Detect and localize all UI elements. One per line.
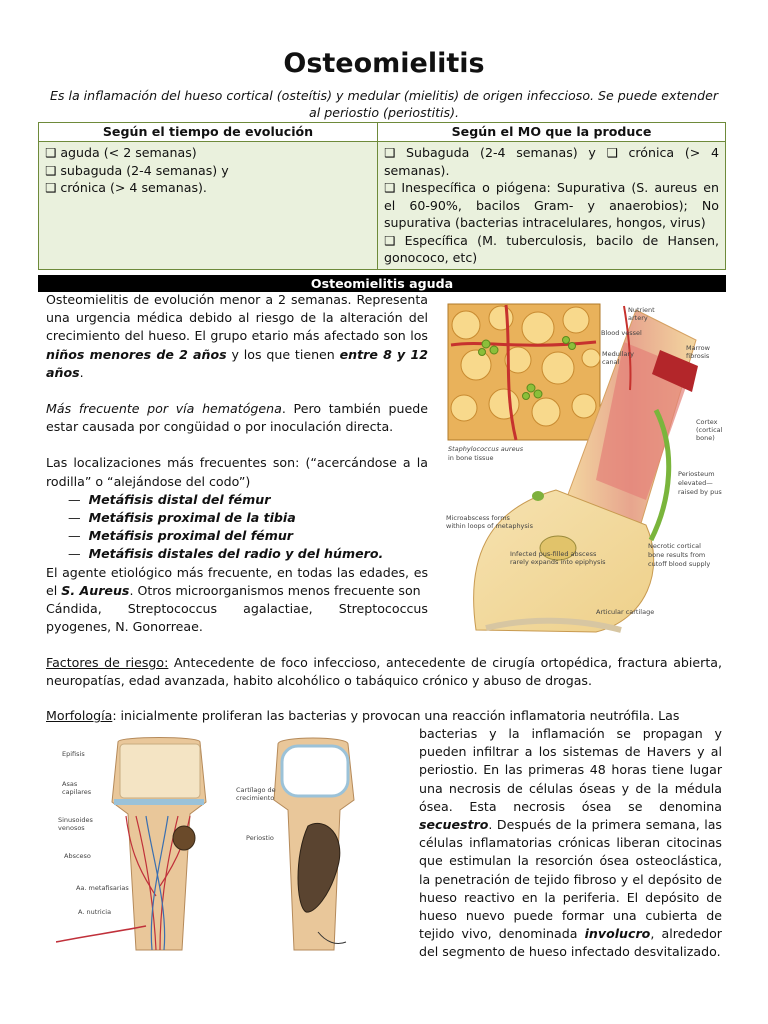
list-item: — Metáfisis distal del fémur <box>68 491 271 507</box>
svg-text:in bone tissue: in bone tissue <box>448 454 494 462</box>
svg-text:cutoff blood supply: cutoff blood supply <box>648 560 711 568</box>
svg-text:bone results from: bone results from <box>648 551 706 559</box>
evolution-cell <box>39 142 378 270</box>
acute-paragraph-1: Osteomielitis de evolución menor a 2 semanas. Representa una urgencia médica debido al riesgo de la alteración del crecimiento del hueso. El grupo etario más afectado son los niños menores de 2 años y los que tienen entre 8 y 12 años. <box>46 292 428 380</box>
svg-text:elevated—: elevated— <box>678 479 713 487</box>
svg-text:capilares: capilares <box>62 788 92 796</box>
svg-text:artery: artery <box>628 314 648 322</box>
svg-text:Periostio: Periostio <box>246 834 274 842</box>
svg-text:Blood vessel: Blood vessel <box>601 329 642 337</box>
svg-text:Sinusoides: Sinusoides <box>58 816 93 824</box>
acute-paragraph-2: Más frecuente por vía hematógena. Pero también puede estar causada por congüidad o por inoculación directa. <box>46 401 429 435</box>
classification-table <box>38 122 726 270</box>
checkbox-icon: ❑ <box>45 162 57 178</box>
svg-text:Necrotic cortical: Necrotic cortical <box>648 542 701 550</box>
document-title: Osteomielitis <box>283 48 485 79</box>
checkbox-icon: ❑ <box>606 145 618 160</box>
svg-text:Nutrient: Nutrient <box>628 306 655 314</box>
svg-text:Absceso: Absceso <box>64 852 91 860</box>
svg-text:fibrosis: fibrosis <box>686 352 710 360</box>
svg-text:Infected pus-filled abscess: Infected pus-filled abscess <box>510 550 597 558</box>
svg-text:crecimiento: crecimiento <box>236 794 275 802</box>
list-item: ❑ crónica (> 4 semanas). <box>45 180 207 195</box>
list-item: ❑ Inespecífica o piógena: Supurativa (S. aureus en el 60-90%, bacilos Gram- y anaerobios); No supurativa (bacterias intracelulares, hongos, virus) <box>384 180 719 230</box>
section-heading-acute: Osteomielitis aguda <box>38 275 726 292</box>
morphology-paragraph-start: Morfología: inicialmente proliferan las bacterias y provocan una reacción inflamatoria neutrófila. Las <box>46 708 680 723</box>
checkbox-icon: ❑ <box>384 145 396 160</box>
risk-factors-paragraph: Factores de riesgo: Antecedente de foco infeccioso, antecedente de cirugía ortopédica, fractura abierta, neuropatías, edad avanzada, habito alcohólico o tabáquico crónico y abuso de drogas. <box>46 655 722 689</box>
svg-text:within loops of metaphysis: within loops of metaphysis <box>446 522 533 530</box>
list-item: — Metáfisis proximal de la tibia <box>68 510 296 526</box>
svg-text:venosos: venosos <box>58 824 85 832</box>
list-item: — Metáfisis proximal del fémur <box>68 528 294 544</box>
morphology-paragraph: bacterias y la inflamación se propagan y pueden infiltrar a los sistemas de Havers y al periostio. En las primeras 48 horas tiene lugar una necrosis de células óseas y de la médula ósea. Esta necrosis ósea se denomina secuestro. Después de la primera semana, las células inflamatorias crónicas liberan citocinas que estimulan la resorción ósea osteoclástica, la penetración de tejido fibroso y el depósito de hueso reactivo en la periferia. El depósito de hueso nuevo puede formar una cubierta de tejido vivo, denominada involucro, alrededor del segmento de hueso infectado desvitalizado. <box>419 726 722 960</box>
svg-text:Staphylococcus aureus: Staphylococcus aureus <box>448 445 524 453</box>
svg-text:rarely expands into epiphysis: rarely expands into epiphysis <box>510 558 606 566</box>
list-item: ❑ Subaguda (2-4 semanas) y ❑ crónica (> 4 semanas). <box>384 145 719 178</box>
location-list <box>46 491 428 564</box>
svg-text:Epifisis: Epifisis <box>62 750 85 758</box>
svg-text:bone): bone) <box>696 434 715 442</box>
bone-section-illustration <box>56 736 406 956</box>
svg-text:Periosteum: Periosteum <box>678 470 715 478</box>
checkbox-icon: ❑ <box>384 180 396 195</box>
list-item: ❑ subaguda (2-4 semanas) y <box>45 162 229 178</box>
svg-text:raised by pus: raised by pus <box>678 488 722 496</box>
intro-definition: Es la inflamación del hueso cortical (osteítis) y medular (mielitis) de origen infeccioso. Se puede extender al periostio (periostitis). <box>49 88 719 120</box>
svg-text:Marrow: Marrow <box>686 344 710 352</box>
acute-paragraph-4: El agente etiológico más frecuente, en todas las edades, es el S. Aureus. Otros microorganismos menos frecuente son <box>46 564 428 598</box>
checkbox-icon: ❑ <box>45 145 57 160</box>
osteomyelitis-bone-illustration <box>446 300 726 636</box>
svg-text:Medullary: Medullary <box>602 350 634 358</box>
svg-text:(cortical: (cortical <box>696 426 723 434</box>
svg-text:Cartílago de: Cartílago de <box>236 786 276 794</box>
svg-text:Articular cartilage: Articular cartilage <box>596 608 655 616</box>
svg-text:Microabscess forms: Microabscess forms <box>446 514 510 522</box>
list-item: ❑ aguda (< 2 semanas) <box>45 145 197 160</box>
svg-text:Asas: Asas <box>62 780 78 788</box>
list-item: — Metáfisis distales del radio y del húmero. <box>68 546 384 562</box>
svg-text:A. nutricia: A. nutricia <box>78 908 112 916</box>
checkbox-icon: ❑ <box>384 232 396 248</box>
svg-text:Aa. metafisarias: Aa. metafisarias <box>76 884 129 892</box>
acute-paragraph-3: Las localizaciones más frecuentes son: (“acercándose a la rodilla” o “alejándose del codo”) <box>46 455 428 489</box>
col-header-organism: Según el MO que la produce <box>378 123 726 142</box>
svg-text:Cortex: Cortex <box>696 418 718 426</box>
list-item: ❑ Específica (M. tuberculosis, bacilo de Hansen, gonococo, etc) <box>384 232 719 265</box>
col-header-evolution: Según el tiempo de evolución <box>39 123 378 142</box>
checkbox-icon: ❑ <box>45 180 57 195</box>
organism-cell <box>378 142 726 270</box>
acute-text-column: Osteomielitis de evolución menor a 2 semanas. Representa una urgencia médica debido al riesgo de la alteración del crecimiento del hueso. El grupo etario más afectado son los niños menores de 2 años y los que tienen entre 8 y 12 años. Más frecuente por vía hematógena. Pero también puede estar causada por congüidad o por inoculación directa. Las localizaciones más frecuentes son: (“acercándose a la rodilla” o “alejándose del codo”) — Metáfisis distal del fémur — Metáfisis proximal de la tibia — Metáfisis proximal del fémur — Metáfisis distales del radio y del húmero. El agente etiológico más frecuente, en todas las edades, es el S. Aureus. Otros microorganismos menos frecuente son Cándida, Streptococcus agalactiae, Streptococcus pyogenes, N. Gonorreae. <box>46 292 429 635</box>
svg-text:canal: canal <box>602 358 620 366</box>
